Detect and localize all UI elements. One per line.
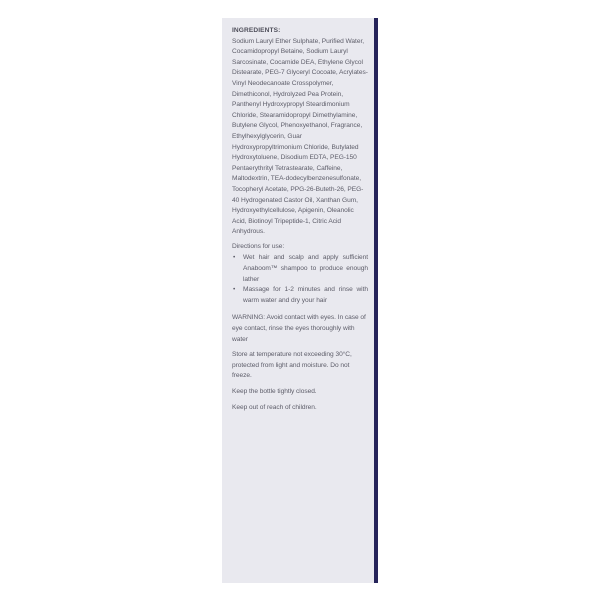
- direction-item: [232, 253, 368, 285]
- direction-item: [232, 285, 368, 306]
- direction-text: Massage for 1-2 minutes and rinse with warm water and dry your hair: [243, 286, 368, 304]
- ingredients-heading: INGREDIENTS:: [232, 27, 281, 34]
- directions-heading: Directions for use:: [232, 242, 285, 250]
- directions-list: [232, 253, 368, 306]
- bullet-icon: •: [233, 286, 236, 294]
- bullet-icon: •: [233, 254, 236, 262]
- keep-closed-text: Keep the bottle tightly closed.: [232, 388, 317, 395]
- direction-text: Wet hair and scalp and apply sufficient Anaboom™ shampoo to produce enough lather: [243, 254, 368, 283]
- warning-text: WARNING: Avoid contact with eyes. In case of eye contact, rinse the eyes thoroughly with water: [232, 314, 366, 343]
- storage-text: Store at temperature not exceeding 30°C, protected from light and moisture. Do not freeze.: [232, 351, 352, 380]
- box-edge: [374, 18, 378, 583]
- ingredients-list: Sodium Lauryl Ether Sulphate, Purified Water, Cocamidopropyl Betaine, Sodium Lauryl Sarcosinate, Cocamide DEA, Ethylene Glycol Distearate, PEG-7 Glyceryl Cocoate, Acrylates-Vinyl Neodecanoate Crosspolymer, Dimethiconol, Hydrolyzed Pea Protein, Panthenyl Hydroxypropyl Steardimonium Chloride, Stearamidopropyl Dimethylamine, Butylene Glycol, Phenoxyethanol, Fragrance, Ethylhexylglycerin, Guar Hydroxypropyltrimonium Chloride, Butylated Hydroxytoluene, Disodium EDTA, PEG-150 Pentaerythrityl Tetrastearate, Caffeine, Maltodextrin, TEA-dodecylbenzenesulfonate, Tocopheryl Acetate, PPG-26-Buteth-26, PEG-40 Hydrogenated Castor Oil, Xanthan Gum, Hydroxyethylcellulose, Apigenin, Oleanolic Acid, Biotinoyl Tripeptide-1, Citric Acid Anhydrous.: [232, 37, 368, 236]
- keep-from-children-text: Keep out of reach of children.: [232, 403, 317, 411]
- label-text-block: [232, 26, 368, 413]
